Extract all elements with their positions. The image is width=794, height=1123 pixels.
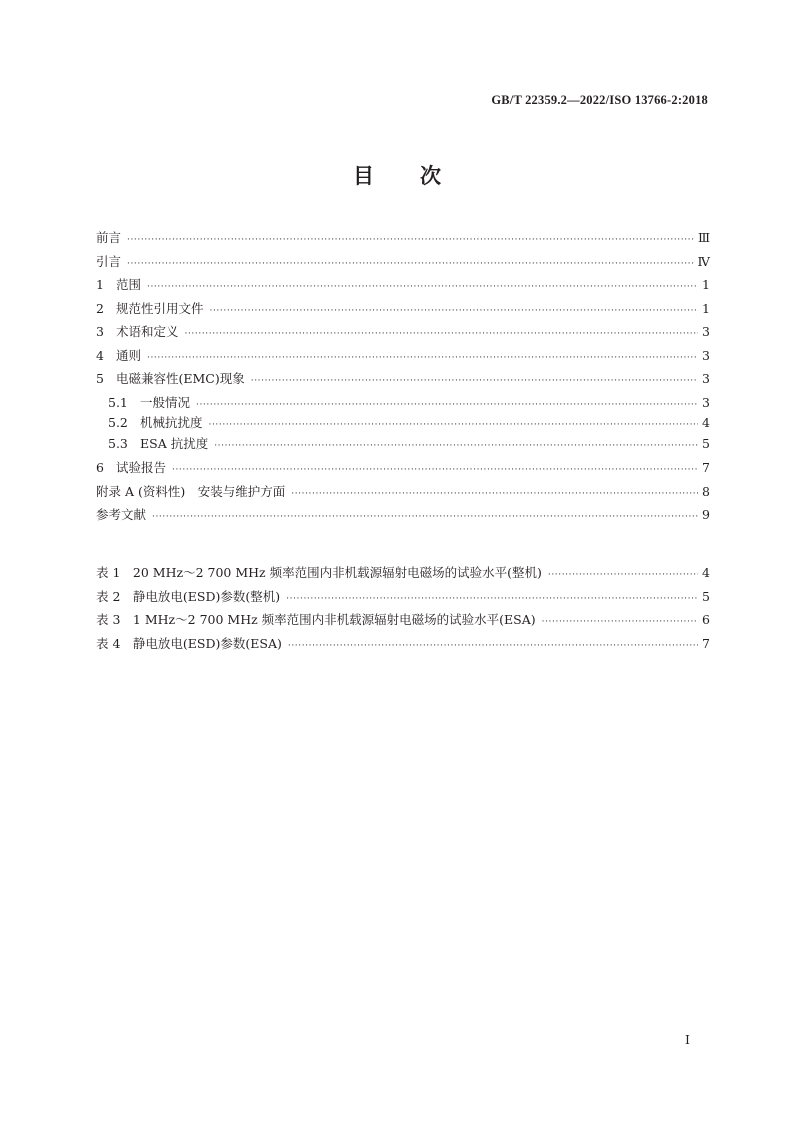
toc-leader [127,235,694,245]
table-page: 4 [702,565,710,580]
table-label: 表 4 静电放电(ESD)参数(ESA) [96,635,282,651]
toc-leader [288,641,698,651]
toc-label: 引言 [96,253,122,269]
toc-leader [209,420,698,430]
toc-label: 试验报告 [116,460,167,475]
toc-page: 5 [702,435,710,451]
toc-entry-esa-immunity[interactable] [96,434,710,459]
toc-entry-machine-immunity[interactable] [96,413,710,434]
toc-label: 术语和定义 [116,324,179,339]
toc-page: 3 [702,394,710,410]
toc-number: 5.3 [108,435,128,451]
toc-leader [147,353,698,363]
toc-number: 6 [96,460,104,475]
toc-label: 参考文献 [96,507,147,522]
toc-number: 2 [96,300,104,316]
toc-leader [291,489,698,499]
toc-label: 范围 [116,277,142,292]
table-page: 6 [702,612,710,627]
toc-page: 7 [702,460,710,475]
toc-entry-general-rules[interactable] [96,346,710,370]
toc-number: 4 [96,347,104,363]
toc-number: 5.2 [108,415,128,430]
toc-leader [210,306,698,316]
toc-entry-foreword[interactable] [96,228,710,252]
toc-number: 5 [96,371,104,386]
toc-label: 前言 [96,230,122,245]
table-page: 7 [702,635,710,651]
table-label: 表 1 20 MHz～2 700 MHz 频率范围内非机载源辐射电磁场的试验水平(整机) [96,565,542,580]
toc-leader [286,594,698,604]
toc-page: 4 [702,415,710,430]
toc-label: 附录 A (资料性) 安装与维护方面 [96,483,286,499]
toc-page: 3 [702,347,710,363]
toc-label: 电磁兼容性(EMC)现象 [116,371,245,386]
table-entry-2[interactable] [96,587,710,611]
toc-leader [251,376,698,386]
toc-page: 3 [702,324,710,339]
toc-label: 一般情况 [140,394,191,410]
toc-entry-bibliography[interactable] [96,505,710,529]
table-label: 表 2 静电放电(ESD)参数(整机) [96,588,281,604]
toc-entry-general[interactable] [96,393,710,414]
toc-page: 1 [702,277,710,292]
toc-leader [196,400,698,410]
toc-leader [172,465,698,475]
table-list [96,563,710,657]
toc-label: 机械抗扰度 [140,415,203,430]
standard-code: GB/T 22359.2—2022/ISO 13766-2:2018 [491,93,708,107]
toc-entry-scope[interactable] [96,275,710,299]
toc-page: 1 [702,300,710,316]
table-page: 5 [702,588,710,604]
toc-leader [152,512,698,522]
table-entry-4[interactable] [96,634,710,658]
toc-entry-introduction[interactable] [96,252,710,276]
toc-entry-emc-phenomena[interactable] [96,369,710,393]
toc-page: Ⅲ [697,230,710,245]
toc-label: ESA 抗扰度 [140,435,209,451]
toc-label: 规范性引用文件 [116,300,204,316]
toc-list [96,228,710,529]
toc-entry-terms-definitions[interactable] [96,322,710,346]
toc-page: 8 [702,483,710,499]
toc-page: 9 [702,507,710,522]
toc-number: 5.1 [108,394,128,410]
table-entry-3[interactable] [96,610,710,634]
toc-leader [147,282,698,292]
toc-leader [542,617,698,627]
toc-entry-normative-references[interactable] [96,299,710,323]
page-number: Ⅰ [685,1032,690,1047]
page-title: 目次 [353,164,487,188]
toc-leader [127,259,693,269]
toc-entry-test-report[interactable] [96,458,710,482]
toc-number: 1 [96,277,104,292]
table-entry-1[interactable] [96,563,710,587]
toc-label: 通则 [116,347,142,363]
table-label: 表 3 1 MHz～2 700 MHz 频率范围内非机载源辐射电磁场的试验水平(ESA) [96,612,536,627]
toc-page: Ⅳ [697,253,710,269]
toc-leader [185,329,698,339]
toc-entry-annex-a[interactable] [96,482,710,506]
toc-page: 3 [702,371,710,386]
toc-number: 3 [96,324,104,339]
toc-leader [548,570,698,580]
toc-leader [214,441,698,451]
